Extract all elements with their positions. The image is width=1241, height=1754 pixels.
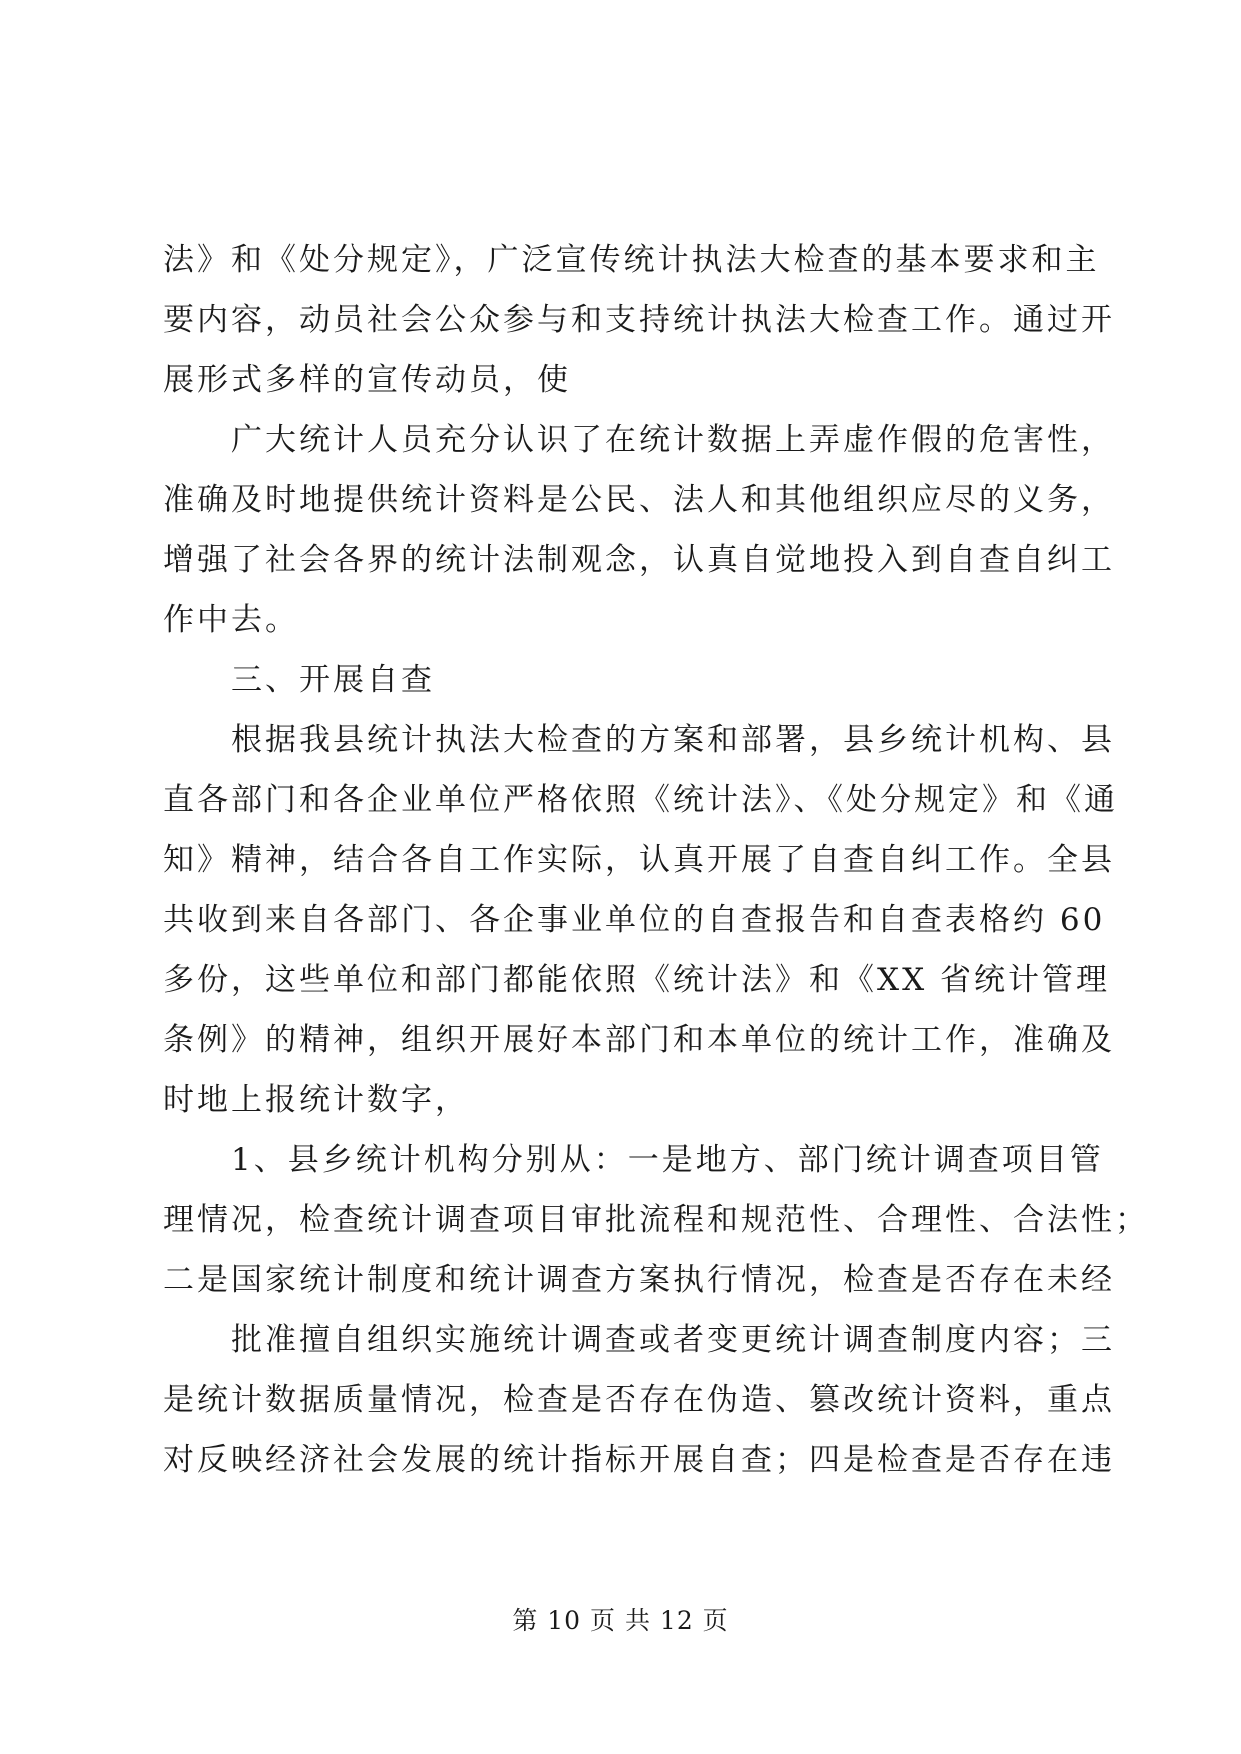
- body-line: 法》和《处分规定》，广泛宣传统计执法大检查的基本要求和主: [163, 242, 1100, 278]
- body-line: 作中去。: [163, 602, 299, 638]
- paragraph-start-line: 广大统计人员充分认识了在统计数据上弄虚作假的危害性，: [231, 422, 1115, 458]
- body-line: 是统计数据质量情况，检查是否存在伪造、篡改统计资料，重点: [163, 1382, 1115, 1418]
- body-line: 对反映经济社会发展的统计指标开展自查；四是检查是否存在违: [163, 1442, 1115, 1478]
- body-line: 共收到来自各部门、各企事业单位的自查报告和自查表格约 60: [163, 902, 1106, 938]
- body-line: 准确及时地提供统计资料是公民、法人和其他组织应尽的义务，: [163, 482, 1115, 518]
- paragraph-start-line: 1、县乡统计机构分别从：一是地方、部门统计调查项目管: [231, 1142, 1104, 1178]
- body-line: 要内容，动员社会公众参与和支持统计执法大检查工作。通过开: [163, 302, 1115, 338]
- body-line: 时地上报统计数字，: [163, 1082, 469, 1118]
- paragraph-start-line: 根据我县统计执法大检查的方案和部署，县乡统计机构、县: [231, 722, 1115, 758]
- document-body: [163, 230, 1149, 1490]
- body-line: 直各部门和各企业单位严格依照《统计法》、《处分规定》和《通: [163, 782, 1118, 818]
- page-number-footer: 第 10 页 共 12 页: [512, 1606, 729, 1635]
- body-line: 知》精神，结合各自工作实际，认真开展了自查自纠工作。全县: [163, 842, 1115, 878]
- section-heading: 三、开展自查: [231, 662, 435, 698]
- body-line: 展形式多样的宣传动员，使: [163, 362, 571, 398]
- body-line: 二是国家统计制度和统计调查方案执行情况，检查是否存在未经: [163, 1262, 1115, 1298]
- paragraph-start-line: 批准擅自组织实施统计调查或者变更统计调查制度内容；三: [231, 1322, 1115, 1358]
- body-line: 多份，这些单位和部门都能依照《统计法》和《XX 省统计管理: [163, 962, 1110, 998]
- body-line: 增强了社会各界的统计法制观念，认真自觉地投入到自查自纠工: [163, 542, 1115, 578]
- body-line: 理情况，检查统计调查项目审批流程和规范性、合理性、合法性；: [163, 1202, 1149, 1238]
- body-line: 条例》的精神，组织开展好本部门和本单位的统计工作，准确及: [163, 1022, 1115, 1058]
